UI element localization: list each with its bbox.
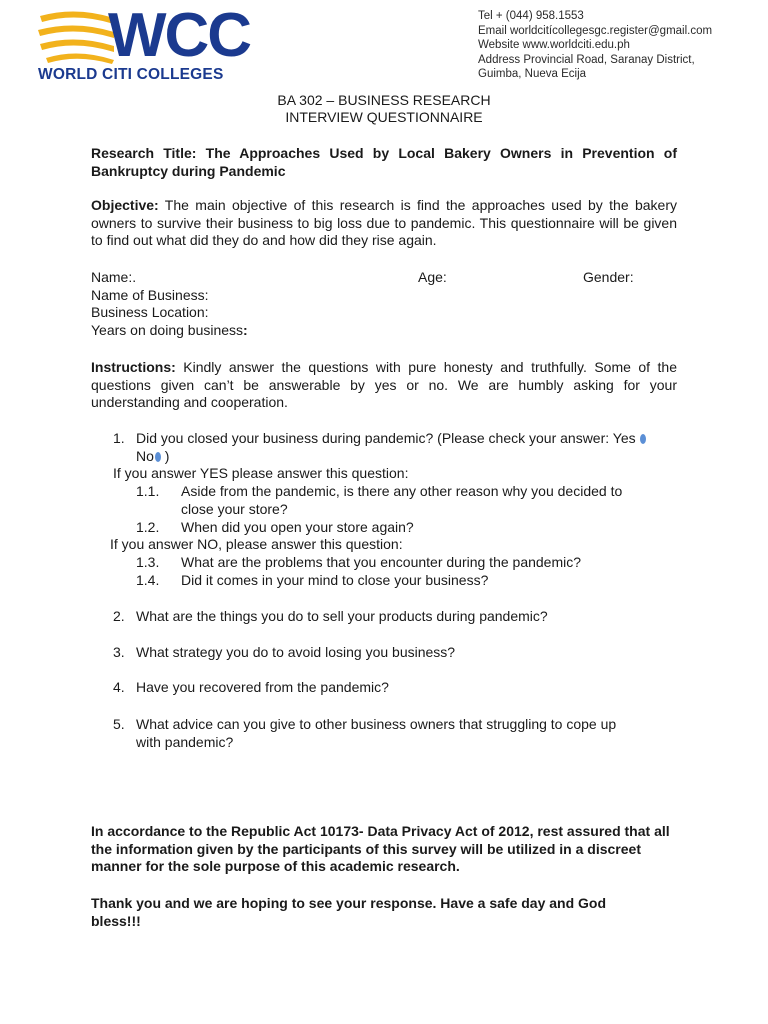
contact-website: Website www.worldciti.edu.ph bbox=[478, 39, 630, 51]
business-name-field-label: Name of Business: bbox=[91, 287, 209, 303]
if-no-label: If you answer NO, please answer this question: bbox=[110, 536, 403, 552]
course-title: BA 302 – BUSINESS RESEARCH bbox=[277, 92, 491, 108]
instructions-label: Instructions: bbox=[91, 359, 176, 375]
contact-tel: Tel + (044) 958.1553 bbox=[478, 10, 584, 22]
q1-2-text: When did you open your store again? bbox=[181, 519, 414, 535]
years-field-label bbox=[91, 322, 248, 340]
logo-wordmark: WCC bbox=[108, 1, 251, 70]
q1-number: 1. bbox=[113, 430, 125, 446]
q3-text: What strategy you do to avoid losing you business? bbox=[136, 644, 456, 660]
name-field-label: Name:. bbox=[91, 269, 137, 285]
if-yes-label: If you answer YES please answer this question: bbox=[113, 465, 409, 481]
objective-paragraph bbox=[91, 197, 677, 250]
q4-text: Have you recovered from the pandemic? bbox=[136, 679, 389, 695]
wcc-logo bbox=[36, 1, 251, 86]
age-field-label: Age: bbox=[418, 269, 447, 285]
q3-number: 3. bbox=[113, 644, 125, 660]
q1-4-text: Did it comes in your mind to close your business? bbox=[181, 572, 489, 588]
closing-message: Thank you and we are hoping to see your response. Have a safe day and God bless!!! bbox=[91, 895, 607, 929]
objective-label: Objective: bbox=[91, 197, 159, 213]
instructions-text: Kindly answer the questions with pure honesty and truthfully. Some of the questions given can’t be answerable by yes or no. We are humbly asking for your understanding and cooperation. bbox=[91, 359, 677, 410]
q1-1-number: 1.1. bbox=[136, 483, 160, 499]
q1-question: Did you closed your business during pandemic? (Please check your answer: Yes bbox=[136, 430, 636, 446]
yes-radio[interactable] bbox=[640, 434, 646, 444]
q1-text bbox=[136, 430, 646, 448]
contact-address-line2: Guimba, Nueva Ecija bbox=[478, 68, 587, 80]
q5-text-line2: with pandemic? bbox=[136, 734, 234, 750]
instructions-paragraph bbox=[91, 359, 677, 412]
q1-no-label: No bbox=[136, 448, 154, 464]
contact-email: Email worldcitícollegesgc.register@gmail.com bbox=[478, 24, 713, 37]
swoosh-icon bbox=[36, 8, 116, 70]
q2-number: 2. bbox=[113, 608, 125, 624]
no-radio[interactable] bbox=[155, 452, 161, 462]
q5-text-line1: What advice can you give to other business owners that struggling to cope up bbox=[136, 716, 617, 732]
q1-1-text-line1: Aside from the pandemic, is there any other reason why you decided to bbox=[181, 483, 623, 499]
q1-no-option bbox=[136, 448, 169, 466]
q1-2-number: 1.2. bbox=[136, 519, 160, 535]
q5-number: 5. bbox=[113, 716, 125, 732]
business-location-field-label: Business Location: bbox=[91, 304, 209, 320]
contact-info bbox=[478, 9, 712, 82]
gender-field-label: Gender: bbox=[583, 269, 634, 285]
q4-number: 4. bbox=[113, 679, 125, 695]
q1-3-text: What are the problems that you encounter during the pandemic? bbox=[181, 554, 582, 570]
research-title: Research Title: The Approaches Used by Local Bakery Owners in Prevention of Bankruptcy during Pandemic bbox=[91, 145, 677, 179]
logo-subtitle: WORLD CITI COLLEGES bbox=[38, 66, 224, 83]
q1-4-number: 1.4. bbox=[136, 572, 160, 588]
contact-address-line1: Address Provincial Road, Saranay District, bbox=[478, 53, 695, 66]
q2-text: What are the things you do to sell your products during pandemic? bbox=[136, 608, 548, 624]
document-title: INTERVIEW QUESTIONNAIRE bbox=[285, 109, 483, 125]
privacy-notice: In accordance to the Republic Act 10173- Data Privacy Act of 2012, rest assured that all the information given by the participants of this survey will be utilized in a discreet manner for the sole purpose of this academic research. bbox=[91, 823, 670, 874]
years-field-text: Years on doing business bbox=[91, 322, 244, 338]
q1-close-paren: ) bbox=[164, 448, 170, 464]
objective-text: The main objective of this research is find the approaches used by the bakery owners to survive their business to big loss due to pandemic. This questionnaire will be given to find out what did they do and how did they rise again. bbox=[91, 197, 677, 248]
years-field-colon: : bbox=[243, 322, 248, 338]
q1-1-text-line2: close your store? bbox=[181, 501, 288, 517]
q1-3-number: 1.3. bbox=[136, 554, 160, 570]
